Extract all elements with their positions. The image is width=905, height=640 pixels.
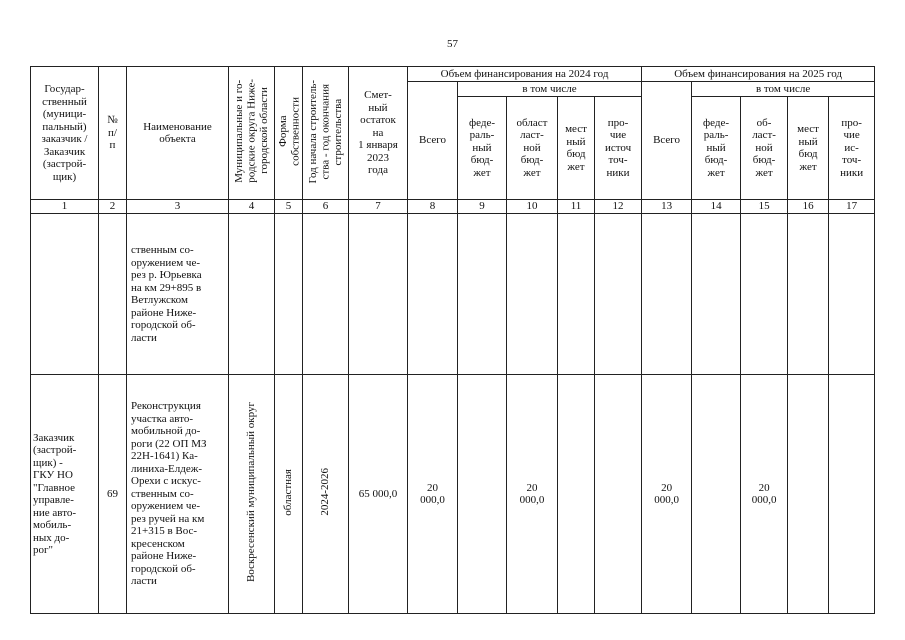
column-number: 3 [127,200,229,214]
cell-ownership [275,214,303,375]
cell-regional-2025 [741,214,788,375]
header-local-2024: мест ный бюд жет [558,97,595,200]
header-estimate: Смет- ный остаток на 1 января 2023 года [349,67,408,200]
header-customer: Государ- ственный (муници- пальный) заказчик / Заказчик (застрой- щик) [31,67,99,200]
cell-number: 69 [99,375,127,614]
column-number-row [31,200,875,214]
financing-table [30,66,875,614]
cell-municipality [229,214,275,375]
column-number: 12 [595,200,642,214]
header-including-2024: в том числе [458,82,642,97]
cell-local-2024 [558,214,595,375]
column-number: 2 [99,200,127,214]
header-object-name: Наименование объекта [127,67,229,200]
cell-total-2024: 20 000,0 [408,375,458,614]
cell-estimate: 65 000,0 [349,375,408,614]
cell-years [303,375,349,614]
header-ownership-text: Форма собственности [277,96,302,166]
page-number: 57 [447,38,458,50]
cell-federal-2024 [458,375,507,614]
cell-federal-2025 [692,214,741,375]
column-number: 4 [229,200,275,214]
header-ownership [275,67,303,200]
column-number: 10 [507,200,558,214]
header-other-2025: про- чие ис- точ- ники [829,97,875,200]
cell-ownership-text: областная [282,468,295,516]
column-number: 9 [458,200,507,214]
column-number: 16 [788,200,829,214]
cell-total-2024 [408,214,458,375]
cell-regional-2024: 20 000,0 [507,375,558,614]
cell-regional-2025: 20 000,0 [741,375,788,614]
cell-other-2025 [829,214,875,375]
column-number: 7 [349,200,408,214]
cell-total-2025: 20 000,0 [642,375,692,614]
header-financing-2024: Объем финансирования на 2024 год [408,67,642,82]
cell-object-name: ственным со- оружением че- рез р. Юрьевка на км 29+895 в Ветлужском районе Ниже- городской об- ласти [127,214,229,375]
cell-years-text: 2024-2026 [319,468,332,517]
header-including-2025: в том числе [692,82,875,97]
cell-object-name: Реконструкция участка авто- мобильной до- роги (22 ОП МЗ 22Н-1641) Ка- линиха-Елдеж- Орехи с искус- ственным со- оружением че- рез ручей на км 21+315 в Вос- кресенском районе Ниже- городской об- ласти [127,375,229,614]
cell-years [303,214,349,375]
cell-other-2024 [595,375,642,614]
header-other-2024: про- чие источ точ- ники [595,97,642,200]
cell-local-2024 [558,375,595,614]
header-municipality [229,67,275,200]
table-row [31,214,875,375]
column-number: 17 [829,200,875,214]
column-number: 5 [275,200,303,214]
column-number: 13 [642,200,692,214]
header-financing-2025: Объем финансирования на 2025 год [642,67,875,82]
cell-ownership [275,375,303,614]
cell-municipality [229,375,275,614]
cell-total-2025 [642,214,692,375]
header-years-text: Год начала строитель- ства - год окончания строительства [306,79,344,183]
cell-customer [31,214,99,375]
header-total-2024: Всего [408,82,458,200]
cell-other-2025 [829,375,875,614]
cell-number [99,214,127,375]
cell-customer: Заказчик (застрой- щик) - ГКУ НО "Главное управле- ние авто- мобиль- ных до- рог" [31,375,99,614]
cell-federal-2025 [692,375,741,614]
column-number: 11 [558,200,595,214]
header-federal-2025: феде- раль- ный бюд- жет [692,97,741,200]
column-number: 8 [408,200,458,214]
table-row [31,375,875,614]
header-regional-2024: област ласт- ной бюд- жет [507,97,558,200]
header-total-2025: Всего [642,82,692,200]
column-number: 14 [692,200,741,214]
cell-municipality-text: Воскресенский муниципальный округ [245,402,258,583]
header-municipality-text: Муниципальные и го- родские округа Ниже- городской области [232,79,270,184]
header-federal-2024: феде- раль- ный бюд- жет [458,97,507,200]
column-number: 15 [741,200,788,214]
cell-other-2024 [595,214,642,375]
cell-estimate [349,214,408,375]
header-years [303,67,349,200]
header-number: № п/ п [99,67,127,200]
column-number: 1 [31,200,99,214]
column-number: 6 [303,200,349,214]
cell-local-2025 [788,375,829,614]
cell-federal-2024 [458,214,507,375]
header-local-2025: мест ный бюд жет [788,97,829,200]
header-regional-2025: об- ласт- ной бюд- жет [741,97,788,200]
cell-regional-2024 [507,214,558,375]
cell-local-2025 [788,214,829,375]
